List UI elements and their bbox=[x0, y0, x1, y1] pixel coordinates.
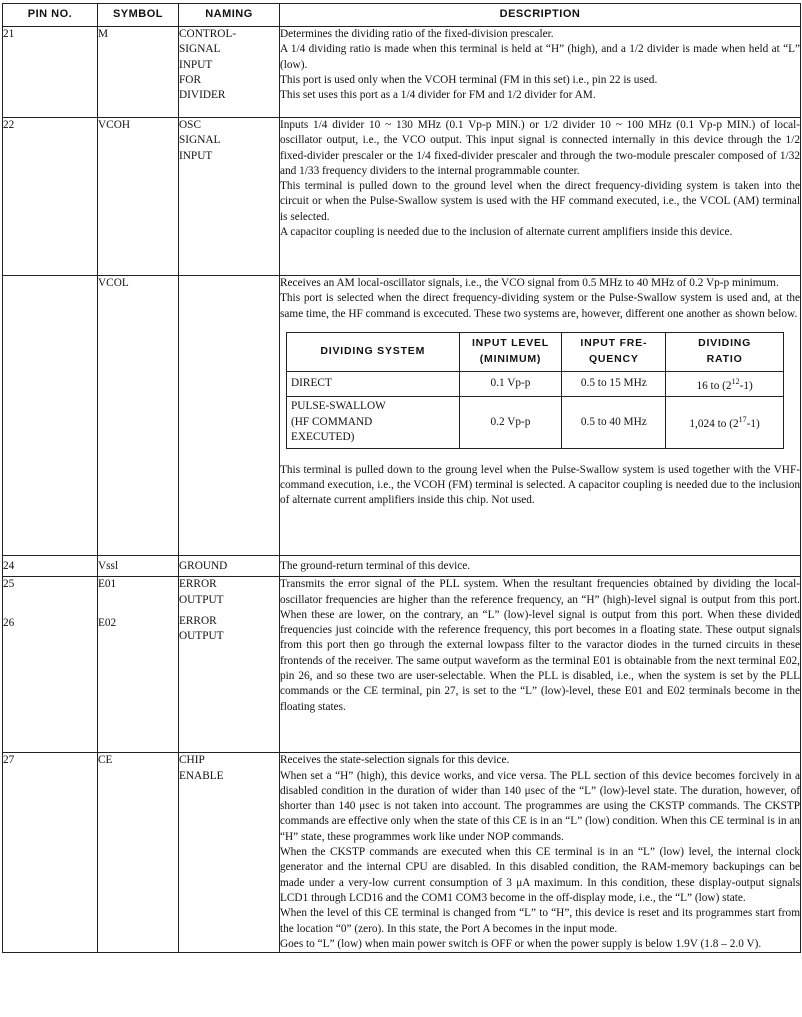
pin-number: 27 bbox=[3, 753, 98, 953]
dividing-table-row-pulse-swallow bbox=[287, 397, 784, 449]
table-row-pin-27 bbox=[3, 753, 801, 953]
dividing-system-table-wrap bbox=[286, 332, 800, 449]
pin-description bbox=[280, 556, 801, 577]
description-paragraph: Transmits the error signal of the PLL system. When the resultant frequencies obtained by dividing the local-oscillator frequencies are higher than the reference frequency, an “H” (high)-level signal is output from this port. When these are lower, on the contrary, an “L” (low)-level signal is output from this port. When these divided frequencies just coincide with the reference frequency, this port becomes in a floating state. These output signals from this port then go through the external lowpass filter to the varactor diodes in the turned circuits in these frontends of the receiver. The same output waveform as the terminal E01 is obtainable from the next terminal E02, pin 26, and so these two are user-selectable. When the PLL is disabled, i.e., when the system is set by the PLL commands or the CE terminal, pin 27, is set to the “L” (low)-level, these E01 and E02 terminals become in the floating states. bbox=[280, 578, 800, 713]
ratio-exponent: 17 bbox=[738, 415, 747, 425]
table-row-vcol bbox=[3, 276, 801, 556]
table-row-pin-21 bbox=[3, 27, 801, 118]
header-line: RATIO bbox=[706, 352, 743, 365]
description-paragraph: This terminal is pulled down to the groung level when the Pulse-Swallow system is used together with the VHF-command execution, i.e., the VCOH (FM) terminal is selected. A capacitor coupling is needed due to the inclusion of alternate current amplifiers inside this chip. Not used. bbox=[280, 463, 800, 507]
pin-number bbox=[3, 276, 98, 556]
header-naming: NAMING bbox=[179, 4, 280, 27]
dividing-table-header-row bbox=[287, 332, 784, 371]
header-line: INPUT FRE- bbox=[580, 337, 648, 350]
description-paragraph: This terminal is pulled down to the ground level when the direct frequency-dividing system is taken into the circuit or when the Pulse-Swallow system is used with the HF command executed, i.e., the VCOL (AM) terminal is selected. bbox=[280, 180, 800, 223]
pin-symbol: VCOL bbox=[98, 276, 179, 556]
pin-description bbox=[280, 27, 801, 118]
cell-system: DIRECT bbox=[287, 371, 460, 396]
pin-symbol: VCOH bbox=[98, 118, 179, 276]
header-input-level bbox=[459, 332, 562, 371]
pin-description bbox=[280, 276, 801, 556]
header-line: DIVIDING SYSTEM bbox=[320, 345, 426, 358]
ratio-tail: -1) bbox=[746, 418, 760, 431]
ratio-base: 1,024 to (2 bbox=[689, 418, 739, 431]
pin-naming: GROUND bbox=[179, 556, 280, 577]
ratio-base: 16 to (2 bbox=[696, 379, 732, 392]
header-line: INPUT LEVEL bbox=[471, 337, 550, 350]
pin-naming bbox=[179, 276, 280, 556]
pin-naming-cell bbox=[179, 577, 280, 753]
description-paragraph: Receives the state-selection signals for this device. bbox=[280, 754, 510, 767]
pin-description bbox=[280, 753, 801, 953]
description-paragraph: Determines the dividing ratio of the fixed-division prescaler. bbox=[280, 28, 554, 40]
cell-input-frequency: 0.5 to 40 MHz bbox=[562, 397, 666, 449]
cell-input-frequency: 0.5 to 15 MHz bbox=[562, 371, 666, 396]
description-paragraph: When the level of this CE terminal is changed from “L” to “H”, this device is reset and its programmes start from the location “0” (zero). In this state, the Port A becomes in the input mode. bbox=[280, 907, 800, 935]
pin-symbol: E02 bbox=[98, 616, 117, 629]
pin-number: 21 bbox=[3, 27, 98, 118]
pin-number: 24 bbox=[3, 556, 98, 577]
header-line: (MINIMUM) bbox=[479, 352, 542, 365]
pin-number: 25 bbox=[3, 578, 15, 591]
cell-input-level: 0.1 Vp-p bbox=[459, 371, 562, 396]
description-paragraph: Inputs 1/4 divider 10 ~ 130 MHz (0.1 Vp-p MIN.) or 1/2 divider 10 ~ 100 MHz (0.1 Vp-p MIN.) of local-oscillator output, i.e., the VCO output. This input signal is connected internally in this device through the 1/2 fixed-divider prescaler or the 1/4 fixed-divider prescaler and through the two-module prescaler composed of 1/32 and 1/33 frequency dividers to the internal programmable counter. bbox=[280, 119, 800, 177]
ratio-tail: -1) bbox=[739, 379, 753, 392]
header-line: QUENCY bbox=[588, 352, 639, 365]
header-line: DIVIDING bbox=[698, 337, 752, 350]
pin-naming: OSC SIGNAL INPUT bbox=[179, 118, 280, 276]
description-paragraph: Goes to “L” (low) when main power switch is OFF or when the power supply is below 1.9V (1.8 – 2.0 V). bbox=[280, 937, 762, 950]
table-row-pin-24 bbox=[3, 556, 801, 577]
description-paragraph: The ground-return terminal of this device. bbox=[280, 560, 471, 572]
pin-description bbox=[280, 577, 801, 753]
header-description: DESCRIPTION bbox=[280, 4, 801, 27]
description-paragraph: When set a “H” (high), this device works, and vice versa. The PLL section of this device becomes forcively in a disabled condition in the duration of wider than 140 μsec of the “L” (low)-level state. The duration, however, of shorter than 140 μsec is not taken into account. The programmes are using the CKSTP commands. The CKSTP commands are effective only when the state of this CE is in an “L” (low) condition. When this CE terminal is in an “H” state, these programmes work like under NOP commands. bbox=[280, 769, 800, 843]
description-paragraph: When the CKSTP commands are executed when this CE terminal is in an “L” (low) level, the internal clock generator and the internal CPU are disabled. In this disabled condition, the RAM-memory backupings can be made under a very-low current consumption of 3 μA maximum. In this condition, these display-output signals LCD1 through LCD16 and the COM1 COM3 become in the off-display mode, i.e., the “L” (low) state. bbox=[280, 846, 800, 904]
pin-naming: CONTROL- SIGNAL INPUT FOR DIVIDER bbox=[179, 27, 280, 118]
header-dividing-ratio bbox=[666, 332, 784, 371]
pin-naming: ERROR OUTPUT bbox=[179, 614, 224, 643]
description-paragraph: Receives an AM local-oscillator signals, i.e., the VCO signal from 0.5 MHz to 40 MHz of 0.2 Vp-p minimum. bbox=[280, 277, 779, 289]
table-row-pin-25-26 bbox=[3, 577, 801, 753]
pin-symbol-cell bbox=[98, 577, 179, 753]
header-dividing-system bbox=[287, 332, 460, 371]
description-paragraph: This port is selected when the direct frequency-dividing system or the Pulse-Swallow system is used and, at the same time, the HF command is excecuted. These two systems are, however, different one another as shown below. bbox=[280, 292, 800, 320]
pin-naming: ERROR OUTPUT bbox=[179, 578, 224, 606]
pin-symbol: Vssl bbox=[98, 556, 179, 577]
pin-number-cell bbox=[3, 577, 98, 753]
pin-symbol: M bbox=[98, 27, 179, 118]
description-paragraph: A capacitor coupling is needed due to the inclusion of alternate current amplifiers inside this device. bbox=[280, 226, 733, 239]
pin-description-page bbox=[2, 3, 800, 953]
cell-input-level: 0.2 Vp-p bbox=[459, 397, 562, 449]
pin-symbol: CE bbox=[98, 753, 179, 953]
dividing-system-table bbox=[286, 332, 784, 449]
table-header-row bbox=[3, 4, 801, 27]
description-paragraph: A 1/4 dividing ratio is made when this terminal is held at “H” (high), and a 1/2 divider is made when held at “L” (low). bbox=[280, 43, 800, 71]
pin-description-table bbox=[2, 3, 801, 953]
dividing-table-row-direct bbox=[287, 371, 784, 396]
ratio-exponent: 12 bbox=[731, 376, 740, 386]
header-input-frequency bbox=[562, 332, 666, 371]
table-row-pin-22 bbox=[3, 118, 801, 276]
description-paragraph: This port is used only when the VCOH terminal (FM in this set) i.e., pin 22 is used. bbox=[280, 73, 658, 86]
pin-naming: CHIP ENABLE bbox=[179, 753, 280, 953]
header-pin-no: PIN NO. bbox=[3, 4, 98, 27]
description-paragraph: This set uses this port as a 1/4 divider for FM and 1/2 divider for AM. bbox=[280, 89, 596, 102]
pin-number: 22 bbox=[3, 118, 98, 276]
cell-system: PULSE-SWALLOW (HF COMMAND EXECUTED) bbox=[287, 397, 460, 449]
cell-dividing-ratio bbox=[666, 397, 784, 449]
pin-symbol: E01 bbox=[98, 578, 117, 591]
header-symbol: SYMBOL bbox=[98, 4, 179, 27]
pin-number: 26 bbox=[3, 616, 15, 629]
pin-description bbox=[280, 118, 801, 276]
cell-dividing-ratio bbox=[666, 371, 784, 396]
